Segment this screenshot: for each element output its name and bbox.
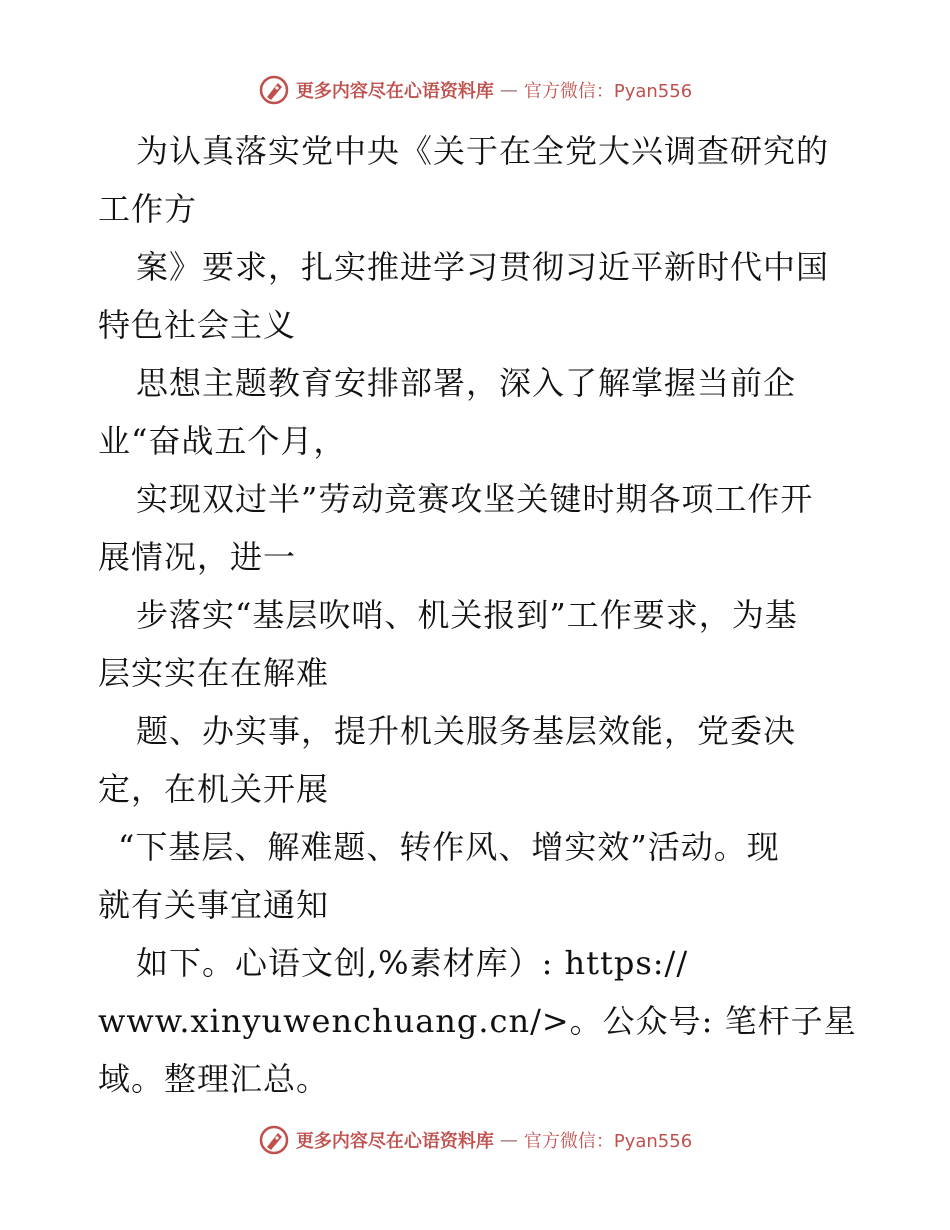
body-line: 案》要求，扎实推进学习贯彻习近平新时代中国 [136, 248, 830, 286]
body-line: 定，在机关开展 [98, 770, 330, 808]
footer-wechat-text: 官方微信：Pyan556 [523, 1131, 693, 1152]
header-banner [0, 70, 950, 110]
footer-separator: — [499, 1129, 518, 1151]
header-wechat-text: 官方微信：Pyan556 [523, 81, 693, 102]
pen-nib-logo-icon [258, 1124, 290, 1156]
footer-banner [0, 1120, 950, 1160]
body-line: 特色社会主义 [98, 306, 297, 344]
body-line: 实现双过半”劳动竞赛攻坚关键时期各项工作开 [136, 480, 814, 518]
header-brand-text: 更多内容尽在心语资料库 [295, 81, 494, 102]
body-line: 层实实在在解难 [98, 654, 330, 692]
body-line: 就有关事宜通知 [98, 886, 330, 924]
body-line: www.xinyuwenchuang.cn/>。公众号: 笔杆子星 [98, 1002, 857, 1040]
body-line: 思想主题教育安排部署，深入了解掌握当前企 [136, 364, 797, 402]
body-line: 域。整理汇总。 [98, 1060, 330, 1098]
body-line: 展情况，进一 [98, 538, 297, 576]
header-separator: — [499, 79, 518, 101]
footer-brand-text: 更多内容尽在心语资料库 [295, 1131, 494, 1152]
body-line: 题、办实事，提升机关服务基层效能，党委决 [136, 712, 797, 750]
document-body [98, 122, 858, 1108]
body-line: 工作方 [98, 190, 198, 228]
body-line: “下基层、解难题、转作风、增实效”活动。现 [118, 828, 780, 866]
body-line: 为认真落实党中央《关于在全党大兴调查研究的 [136, 132, 830, 170]
body-line: 业“奋战五个月， [98, 422, 347, 460]
pen-nib-logo-icon [258, 74, 290, 106]
body-line: 步落实“基层吹哨、机关报到”工作要求，为基 [136, 596, 798, 634]
body-line: 如下。心语文创,%素材库）: https:// [136, 944, 689, 982]
